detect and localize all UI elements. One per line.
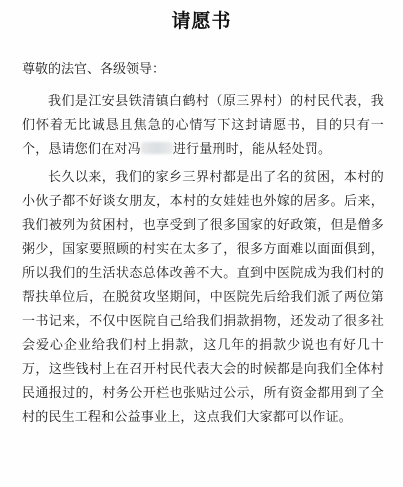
paragraph-1-text-a: 我们是江安县铁清镇白鹤村（原三界村）的村民代表，我们怀着无比诚恳且焦急的心情写下这封请愿书，目的只有一个，恳请您们在对冯 <box>22 94 384 157</box>
paragraph-1-text-b: 进行量刑时，能从轻处罚。 <box>172 142 332 157</box>
paragraph-2: 长久以来，我们的家乡三界村都是出了名的贫困，本村的小伙子都不好谈女朋友，本村的女娃娃也外嫁的居多。后来，我们被列为贫困村，也享受到了很多国家的好政策，但是僧多粥少，国家要照顾的村实在太多了，很多方面难以面面俱到，所以我们的生活状态总体改善不大。直到中医院成为我们村的帮扶单位后，在脱贫攻坚期间，中医院先后给我们派了两位第一书记来，不仅中医院自己给我们捐款捐物，还发动了很多社会爱心企业给我们村上捐款，这几年的捐款少说也有好几十万，这些钱村上在召开村民代表大会的时候都是向我们全体村民通报过的，村务公开栏也张贴过公示，所有资金都用到了全村的民生工程和公益事业上，这点我们大家都可以作证。 <box>22 170 384 425</box>
document-title: 请愿书 <box>171 10 232 32</box>
salutation: 尊敬的法官、各级领导： <box>22 62 166 77</box>
redacted-name-blur <box>141 142 173 154</box>
paragraph-1 <box>22 90 384 162</box>
